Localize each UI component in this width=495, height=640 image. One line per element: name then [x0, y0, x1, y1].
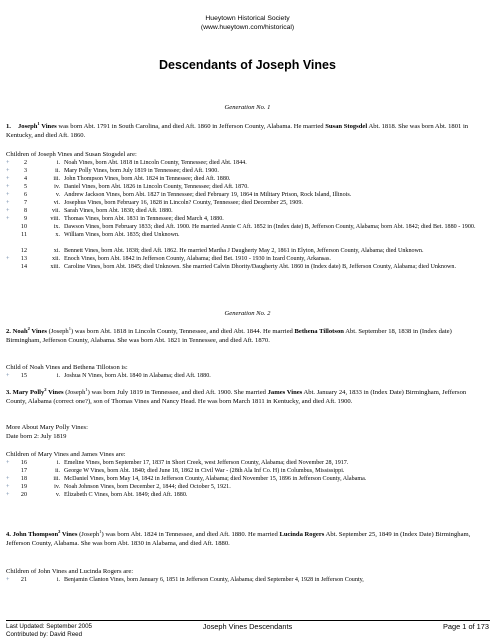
- child-plus-marker: +: [6, 184, 10, 190]
- person-number: 4.: [6, 531, 11, 538]
- person-2-paragraph: [6, 327, 484, 345]
- child-text: Noah Vines, born Abt. 1818 in Lincoln County, Tennessee; died Abt. 1844.: [64, 160, 247, 166]
- child-roman-numeral: i.: [56, 460, 60, 466]
- person-surname: Vines: [41, 123, 57, 130]
- child-roman-numeral: i.: [56, 577, 60, 583]
- spouse-name: Bethena Tillotson: [294, 328, 344, 335]
- person-text: was born Abt. 1791 in South Carolina, and died Aft. 1860 in Jefferson County, Alabama. He married: [56, 123, 326, 130]
- child-number: 20: [20, 492, 27, 498]
- child-text: Enoch Vines, born Abt. 1842 in Jefferson County, Alabama; died Bet. 1910 - 1930 in Izard County, Arkansas.: [64, 256, 331, 262]
- person-name: Mary Polly: [12, 389, 45, 396]
- society-url: (www.hueytown.com/historical): [200, 24, 295, 31]
- person-3-paragraph: [6, 388, 484, 406]
- child-roman-numeral: iv.: [54, 184, 60, 190]
- person-surname: Vines: [61, 531, 78, 538]
- child-plus-marker: +: [6, 192, 10, 198]
- child-roman-numeral: vii.: [52, 208, 60, 214]
- person-text: (Joseph: [46, 328, 69, 335]
- child-number: 3: [23, 168, 27, 174]
- child-roman-numeral: v.: [55, 492, 60, 498]
- child-plus-marker: +: [6, 460, 10, 466]
- more-about: More About Mary Polly Vines:: [6, 424, 88, 431]
- child-number: 13: [20, 256, 27, 262]
- child-number: 7: [23, 200, 27, 206]
- child-number: 14: [20, 264, 27, 270]
- child-number: 17: [20, 468, 27, 474]
- child-number: 6: [23, 192, 27, 198]
- generation-sup: 2: [27, 325, 30, 331]
- generation-1-label: Generation No. 1: [224, 104, 271, 111]
- person-surname: Vines: [48, 389, 64, 396]
- person-text: (Joseph: [77, 531, 100, 538]
- child-number: 11: [21, 232, 27, 238]
- page-title: Descendants of Joseph Vines: [159, 58, 336, 72]
- person-text-2: ) was born Abt. 1818 in Lincoln County, Tennessee, and died Abt. 1844. He married: [70, 328, 295, 335]
- date-born: Date born 2: July 1819: [6, 433, 67, 440]
- child-plus-marker: +: [6, 160, 10, 166]
- society-name: Hueytown Historical Society: [205, 15, 290, 22]
- person-surname: Vines: [31, 328, 47, 335]
- child-text: Dawson Vines, born February 1833; died Aft. 1900. He married Annie C Aft. 1852 in (Index date) B, Jefferson County, Alabama; born Abt. 1842; died Bet. 1880 - 1900.: [64, 224, 476, 230]
- child-text: Noah Johnson Vines, born December 2, 1844; died October 5, 1921.: [64, 484, 231, 490]
- child-plus-marker: +: [6, 216, 10, 222]
- child-number: 18: [20, 476, 27, 482]
- child-number: 2: [23, 160, 27, 166]
- generation-2-label: Generation No. 2: [224, 310, 271, 317]
- child-number: 21: [20, 577, 27, 583]
- child-text: Daniel Vines, born Abt. 1826 in Lincoln County, Tennessee; died Aft. 1870.: [64, 184, 249, 190]
- footer-contributed: Contributed by: David Reed: [6, 631, 83, 638]
- child-text: Thomas Vines, born Abt. 1831 in Tennessee; died March 4, 1880.: [64, 216, 224, 222]
- footer-rule: [6, 620, 490, 621]
- child-text: Andrew Jackson Vines, born Abt. 1827 in Tennessee; died February 19, 1864 in Military Prison, Rock Island, Illinois.: [64, 192, 352, 198]
- child-text: Benjamin Clanton Vines, born January 6, 1851 in Jefferson County, Alabama; died September 4, 1928 in Jefferson County,: [64, 577, 364, 583]
- child-roman-numeral: xiii.: [50, 264, 60, 270]
- generation-sup: 2: [58, 528, 61, 534]
- person-4-paragraph: [6, 530, 484, 548]
- person-text-2: ) was born July 1819 in Tennessee, and died Aft. 1900. She married: [87, 389, 268, 396]
- child-text: McDaniel Vines, born May 14, 1842 in Jefferson County, Alabama; died November 15, 1896 in Jefferson County, Alabama.: [64, 476, 367, 482]
- child-text: Mary Polly Vines, born July 1819 in Tennessee; died Aft. 1900.: [64, 168, 219, 174]
- child-text: George W Vines, born Abt. 1840; died June 18, 1862 in Civil War - (28th Ala Inf Co. H) in Columbus, Mississippi.: [64, 468, 345, 474]
- child-number: 4: [23, 176, 27, 182]
- children-intro: Children of John Vines and Lucinda Rogers are:: [6, 568, 134, 575]
- child-roman-numeral: vi.: [53, 200, 60, 206]
- child-roman-numeral: v.: [55, 192, 60, 198]
- person-text: (Joseph: [63, 389, 86, 396]
- child-plus-marker: +: [6, 176, 10, 182]
- child-roman-numeral: ix.: [53, 224, 60, 230]
- child-text: Sarah Vines, born Abt. 1830; died Aft. 1880.: [64, 208, 173, 214]
- child-number: 16: [20, 460, 27, 466]
- child-number: 10: [20, 224, 27, 230]
- child-roman-numeral: iv.: [54, 484, 60, 490]
- child-roman-numeral: x.: [55, 232, 60, 238]
- child-number: 5: [23, 184, 27, 190]
- children-intro: Children of Mary Vines and James Vines are:: [6, 451, 126, 458]
- person-name: John Thompson: [12, 531, 59, 538]
- child-roman-numeral: iii.: [53, 476, 60, 482]
- person-number: 2.: [6, 328, 11, 335]
- footer-page-number: Page 1 of 173: [442, 622, 489, 631]
- child-plus-marker: +: [6, 200, 10, 206]
- child-roman-numeral: ii.: [55, 168, 60, 174]
- child-plus-marker: +: [6, 492, 10, 498]
- spouse-name: James Vines: [267, 389, 303, 396]
- child-text: John Thompson Vines, born Abt. 1824 in Tennessee; died Aft. 1880.: [64, 176, 231, 182]
- child-roman-numeral: xi.: [53, 248, 60, 254]
- person-text-3: Abt. September 25, 1849 in (Index Date) Birmingham, Jefferson County, Alabama. She was born Abt. 1830 in Alabama, and died Aft. 1880.: [6, 531, 471, 547]
- footer-updated: Last Updated: September 2005: [6, 623, 92, 630]
- spouse-name: Lucinda Rogers: [279, 531, 325, 538]
- child-plus-marker: +: [6, 256, 10, 262]
- child-plus-marker: +: [6, 373, 10, 379]
- child-text: Elizabeth C Vines, born Abt. 1849; died Aft. 1880.: [64, 492, 188, 498]
- person-text-2: Abt. 1818. She was born Abt. 1801 in Kentucky, and died Aft. 1860.: [6, 123, 469, 139]
- child-text: Caroline Vines, born Abt. 1845; died Unknown. She married Calvin Dhority/Daugherty Abt. 1860 in (Index date) B, Jefferson County, Alabama; died Unknown.: [64, 264, 456, 270]
- child-roman-numeral: i.: [56, 373, 60, 379]
- children-intro: Children of Joseph Vines and Susan Stogsdel are:: [6, 151, 137, 158]
- person-name: Joseph: [18, 123, 38, 130]
- child-roman-numeral: iii.: [53, 176, 60, 182]
- child-plus-marker: +: [6, 577, 10, 583]
- parent-sup: 1: [99, 528, 102, 534]
- person-text-2: ) was born Abt. 1824 in Tennessee, and died Aft. 1880. He married: [101, 531, 280, 538]
- parent-sup: 1: [68, 325, 71, 331]
- child-text: William Vines, born Abt. 1835; died Unknown.: [64, 232, 180, 238]
- generation-sup: 1: [37, 120, 40, 126]
- child-text: Josephus Vines, born February 16, 1828 in Lincoln? County, Tennessee; died December 25, 1909.: [64, 200, 303, 206]
- person-1-paragraph: [6, 122, 484, 140]
- generation-sup: 2: [44, 386, 47, 392]
- person-number: 1.: [6, 123, 11, 130]
- spouse-name: Susan Stogsdel: [325, 123, 368, 130]
- child-number: 8: [23, 208, 27, 214]
- child-number: 9: [23, 216, 27, 222]
- child-text: Bennett Vines, born Abt. 1838; died Aft. 1862. He married Martha J Daugherty May 2, 1861 in Elyton, Jefferson County, Alabama; died Unknown.: [64, 248, 424, 254]
- child-plus-marker: +: [6, 168, 10, 174]
- child-text: Emeline Vines, born September 17, 1837 in Short Creek, west Jefferson County, Alabama; died November 28, 1917.: [64, 460, 349, 466]
- child-plus-marker: +: [6, 208, 10, 214]
- child-roman-numeral: xii.: [52, 256, 60, 262]
- person-name: Noah: [12, 328, 28, 335]
- children-intro: Child of Noah Vines and Bethena Tillotson is:: [6, 364, 128, 371]
- child-number: 12: [20, 248, 27, 254]
- child-plus-marker: +: [6, 476, 10, 482]
- child-roman-numeral: viii.: [50, 216, 60, 222]
- child-roman-numeral: i.: [56, 160, 60, 166]
- person-number: 3.: [6, 389, 11, 396]
- child-roman-numeral: ii.: [55, 468, 60, 474]
- person-text-3: Abt. January 24, 1833 in (Index Date) Birmingham, Jefferson County, Alabama (correct one?), son of Thomas Vines and Nancy Head. He was born March 1811 in Kentucky, and died Aft. 1900.: [6, 389, 467, 405]
- child-number: 15: [20, 373, 27, 379]
- person-text-3: Abt. September 18, 1838 in (Index date) Birmingham, Jefferson County, Alabama. She was born Abt. 1821 in Tennessee, and died Aft. 1870.: [6, 328, 452, 344]
- child-text: Joshua N Vines, born Abt. 1840 in Alabama; died Aft. 1880.: [64, 373, 211, 379]
- child-plus-marker: +: [6, 484, 10, 490]
- parent-sup: 1: [85, 386, 88, 392]
- footer-title: Joseph Vines Descendants: [202, 622, 293, 631]
- child-number: 19: [20, 484, 27, 490]
